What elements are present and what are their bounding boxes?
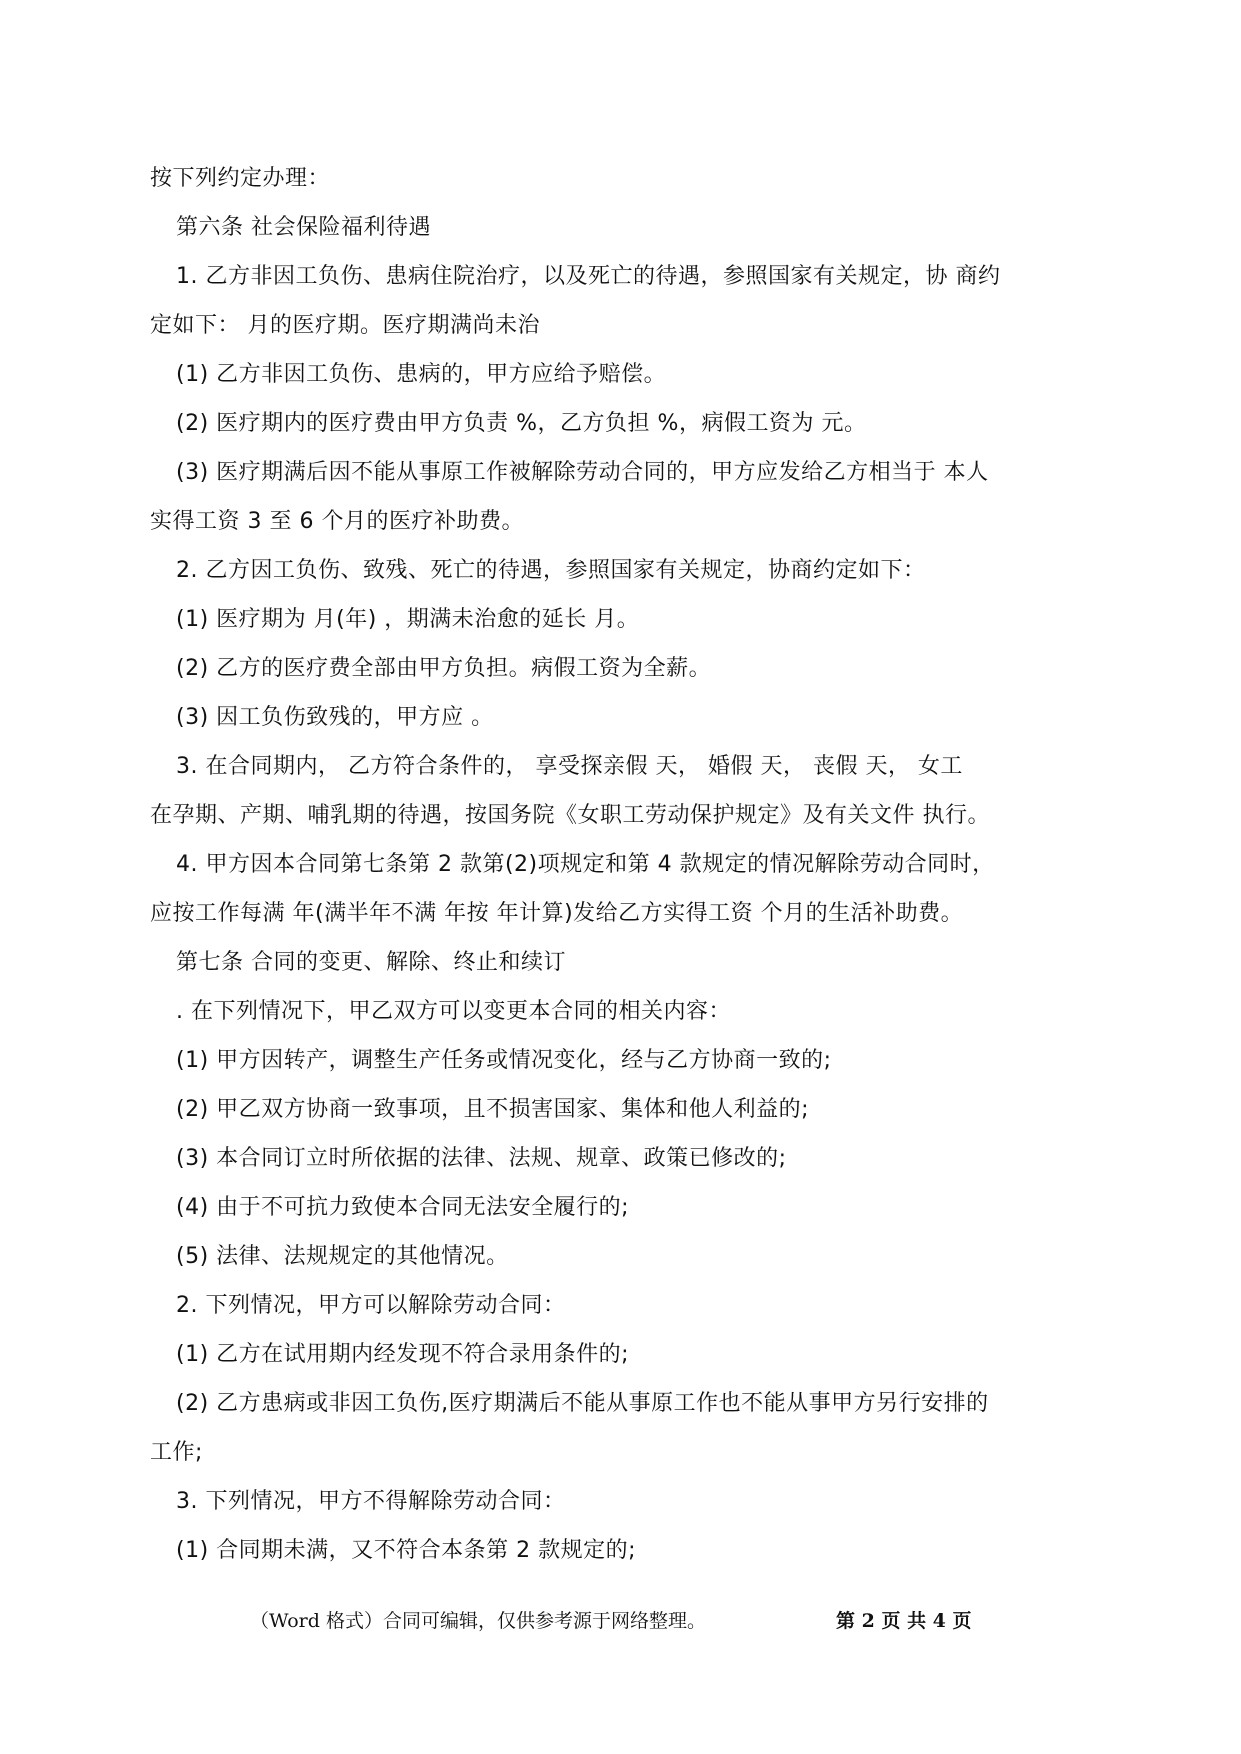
text-line: 3. 下列情况，甲方不得解除劳动合同： <box>176 1489 566 1514</box>
text-line: (5) 法律、法规规定的其他情况。 <box>176 1244 509 1269</box>
text-line: (1) 医疗期为 月(年) ，期满未治愈的延长 月。 <box>176 607 640 632</box>
text-line: (1) 乙方在试用期内经发现不符合录用条件的; <box>176 1342 630 1367</box>
text-line: (3) 本合同订立时所依据的法律、法规、规章、政策已修改的; <box>176 1146 787 1171</box>
text-line: . 在下列情况下，甲乙双方可以变更本合同的相关内容： <box>176 999 731 1024</box>
text-line: (2) 医疗期内的医疗费由甲方负责 %，乙方负担 %，病假工资为 元。 <box>176 411 867 436</box>
text-line: (1) 合同期未满，又不符合本条第 2 款规定的; <box>176 1538 637 1563</box>
section-heading: 第七条 合同的变更、解除、终止和续订 <box>176 950 566 975</box>
text-line: 2. 乙方因工负伤、致残、死亡的待遇，参照国家有关规定，协商约定如下： <box>176 558 926 583</box>
text-line: 应按工作每满 年(满半年不满 年按 年计算)发给乙方实得工资 个月的生活补助费。 <box>150 901 964 926</box>
text-line: (2) 乙方的医疗费全部由甲方负担。病假工资为全薪。 <box>176 656 712 681</box>
text-line: 实得工资 3 至 6 个月的医疗补助费。 <box>150 509 524 534</box>
document-body <box>150 154 1095 1575</box>
text-line: (2) 甲乙双方协商一致事项，且不损害国家、集体和他人利益的; <box>176 1097 810 1122</box>
text-line: (1) 乙方非因工负伤、患病的，甲方应给予赔偿。 <box>176 362 667 387</box>
text-line: 1. 乙方非因工负伤、患病住院治疗，以及死亡的待遇，参照国家有关规定，协 商约 <box>176 264 1001 289</box>
text-line: 按下列约定办理： <box>150 166 331 191</box>
text-line: 2. 下列情况，甲方可以解除劳动合同： <box>176 1293 566 1318</box>
text-line: (1) 甲方因转产，调整生产任务或情况变化，经与乙方协商一致的; <box>176 1048 832 1073</box>
text-line: (3) 因工负伤致残的，甲方应 。 <box>176 705 494 730</box>
text-line: (4) 由于不可抗力致使本合同无法安全履行的; <box>176 1195 630 1220</box>
text-line: 4. 甲方因本合同第七条第 2 款第(2)项规定和第 4 款规定的情况解除劳动合同时， <box>176 852 995 877</box>
page-number: 第 2 页 共 4 页 <box>836 1610 972 1632</box>
section-heading: 第六条 社会保险福利待遇 <box>176 215 431 240</box>
text-line: (3) 医疗期满后因不能从事原工作被解除劳动合同的，甲方应发给乙方相当于 本人 <box>176 460 989 485</box>
footer-note: （Word 格式）合同可编辑，仅供参考源于网络整理。 <box>250 1610 706 1632</box>
text-line: 工作; <box>150 1440 203 1465</box>
text-line: 3. 在合同期内， 乙方符合条件的， 享受探亲假 天， 婚假 天， 丧假 天， 女工 <box>176 754 963 779</box>
text-line: 在孕期、产期、哺乳期的待遇，按国务院《女职工劳动保护规定》及有关文件 执行。 <box>150 803 990 828</box>
text-line: 定如下： 月的医疗期。医疗期满尚未治 <box>150 313 540 338</box>
text-line: (2) 乙方患病或非因工负伤,医疗期满后不能从事原工作也不能从事甲方另行安排的 <box>176 1391 989 1416</box>
